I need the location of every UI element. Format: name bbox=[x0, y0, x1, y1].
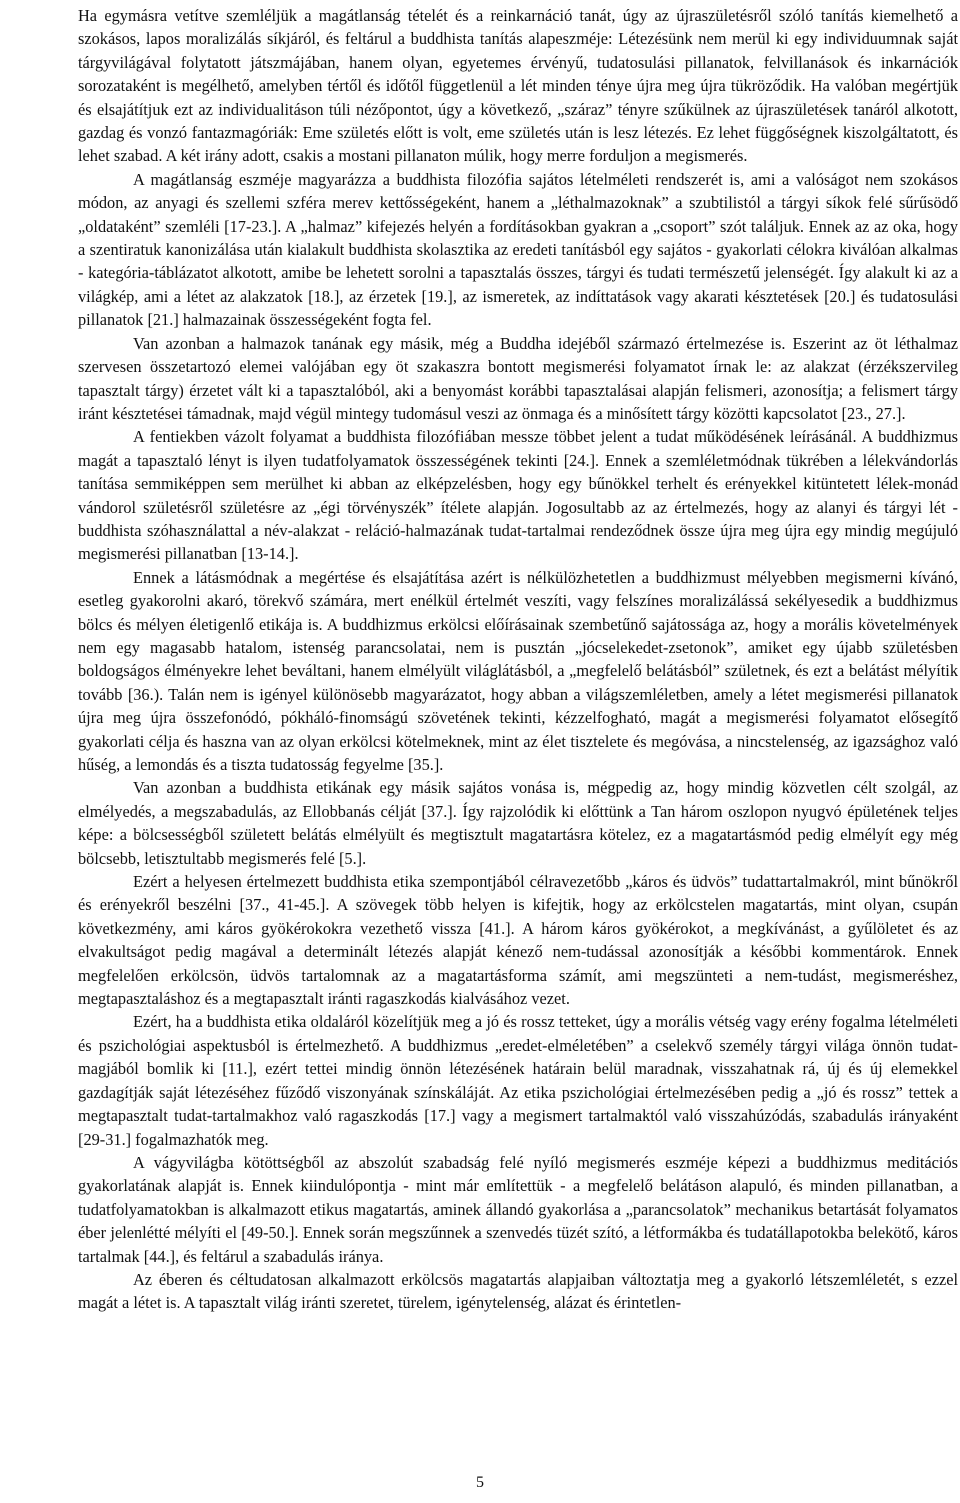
paragraph-6: Van azonban a buddhista etikának egy másik sajátos vonása is, mégpedig az, hogy mindig közvetlen célt szolgál, az elmélyedés, a megszabadulás, az Ellobbanás célját [37.]. Így rajzolódik ki előttünk a Tan három oszlopon nyugvó épületének teljes képe: a bölcsességből született belátás elmélyült és megtisztult magatartásra kötelez, ez a magatartásmód pedig elmélyít egy még bölcsebb, letisztultabb megismerés felé [5.]. bbox=[78, 778, 958, 868]
document-body bbox=[78, 4, 958, 1315]
paragraph-8: Ezért, ha a buddhista etika oldaláról közelítjük meg a jó és rossz tetteket, úgy a morális vétség vagy erény fogalma lételméleti és pszichológiai aspektusból is értelmezhető. A buddhizmus „eredet-elméletében” a cselekvő személy tárgyi világa önnön tudat-magjából bomlik ki [11.], ezért tettei mindig önnön létezésének határain belül maradnak, visszahatnak rá, új és új elemekkel gazdagítják saját létezéséhez fűződő viszonyának színskáláját. Az etika pszichológiai értelmezésében pedig a „jó és rossz” tettek a megtapasztalt tudat-tartalmakhoz való ragaszkodás [17.] vagy a megismert tartalmaktól való visszahúzódás, szabadulás irányaként [29-31.] fogalmazhatók meg. bbox=[78, 1012, 958, 1149]
paragraph-2: A magátlanság eszméje magyarázza a buddhista filozófia sajátos lételméleti rendszerét is, ami a valóságot nem szokásos módon, az anyagi és szellemi szféra merev kettősségeként, hanem a „léthalmazoknak” a szubtilistól a tárgyi síkok felé sűrűsödő „oldataként” szemléli [17-23.]. A „halmaz” kifejezés helyén a fordításokban gyakran a „csoport” szót találjuk. Ennek az az oka, hogy a szentiratuk kanonizálása után kialakult buddhista skolasztika az eredeti tanításból egy sajátos - gyakorlati célokra kiválóan alkalmas - kategória-táblázatot alkotott, amibe be lehetett sorolni a tapasztalás összes, tárgyi és tudati természetű jelenségét. Így alakult ki az a világkép, ami a létet az alakzatok [18.], az érzetek [19.], az ismeretek, az indíttatások vagy akarati késztetések [20.] és tudatosulási pillanatok [21.] halmazainak összességeként fogta fel. bbox=[78, 169, 958, 330]
page-number: 5 bbox=[476, 1474, 484, 1491]
paragraph-5: Ennek a látásmódnak a megértése és elsajátítása azért is nélkülözhetetlen a buddhizmust mélyebben megismerni kívánó, esetleg gyakorolni akaró, törekvő számára, mert enélkül értelmét veszíti, vagy felszínes moralizálássá sekélyesedik a buddhizmus bölcs és mélyen életigenlő etikája is. A buddhizmus erkölcsi előírásainak szembetűnő sajátossága az, hogy a morális követelmények nem egy magasabb hatalom, istenség parancsolatai, nem is pusztán „jócselekedet-zsetonok”, amiket egy újabb születésben boldogságos élményekre lehet beváltani, hanem elmélyült világlátásból, a „megfelelő belátásból” születnek, és ezt a belátást mélyítik tovább [36.). Talán nem is igényel különösebb magyarázatot, hogy abban a világszemléletben, amely a létet megismerési pillanatok újra meg újra összefonódó, pókháló-finomságú szövetének tekinti, kézzelfogható, magát a megismerési folyamatot elősegítő gyakorlati célja és haszna van az olyan erkölcsi kötelmeknek, mint az élet tisztelete és megóvása, a nincstelenség, az igazsághoz való hűség, a lemondás és a tiszta tudatosság fegyelme [35.]. bbox=[78, 567, 958, 774]
paragraph-9: A vágyvilágba kötöttségből az abszolút szabadság felé nyíló megismerés eszméje képezi a buddhizmus meditációs gyakorlatának alapját is. Ennek kiindulópontja - mint már említettük - a megfelelő belátáson alapuló, és minden pillanatban, a tudatfolyamatokban is alkalmazott etikus magatartás, aminek állandó gyakorlása a „parancsolatok” mechanikus betartását folyamatos éber jelenlétté mélyíti el [49-50.]. Ennek során megszűnnek a szenvedés tüzét szító, a létformákba és tudatállapotokba belekötő, káros tartalmak [44.], és feltárul a szabadulás iránya. bbox=[78, 1152, 958, 1266]
paragraph-4: A fentiekben vázolt folyamat a buddhista filozófiában messze többet jelent a tudat működésének leírásánál. A buddhizmus magát a tapasztaló lényt is ilyen tudatfolyamatok összességének tekinti [24.]. Ennek a szemléletmódnak tükrében a lélekvándorlás tanítása semmiképpen sem merülhet ki abban az elképzelésben, hogy egy bűnökkel terhelt és erényekkel kitüntetett lélek-monád vándorol születésről születésre az „égi törvényszék” ítélete alapján. Jogosultabb az az értelmezés, hogy az alanyi és tárgyi lét - buddhista szóhasználattal a név-alakzat - reláció-halmazának tudat-tartalmai rendeződnek össze újra meg újra egy mindig megújuló megismerési pillanatban [13-14.]. bbox=[78, 427, 958, 564]
paragraph-7: Ezért a helyesen értelmezett buddhista etika szempontjából célravezetőbb „káros és üdvös” tudattartalmakról, mint bűnökről és erényekről beszélni [37., 41-45.]. A szövegek több helyen is kifejtik, hogy az erkölcstelen magatartás, mint olyan, csupán következmény, ami káros gyökérokokra vezethető vissza [41.]. A három káros gyökérokot, a megkívánást, a gyűlöletet és az elvakultságot pedig magával a determinált létezés alapját kénező nem-tudással azonosítják a későbbi kommentárok. Ennek megfelelően erkölcsön, üdvös tartalomnak az a magatartásforma számít, ami megszünteti a nem-tudást, megismeréshez, megtapasztaláshoz és a megtapasztalt iránti ragaszkodás kialvásához vezet. bbox=[78, 872, 958, 1009]
paragraph-3: Van azonban a halmazok tanának egy másik, még a Buddha idejéből származó értelmezése is. Eszerint az öt léthalmaz szervesen összetartozó elemei valójában egy öt szakaszra bontott megismerési folyamatot írnak le: az alakzat (érzékszervileg tapasztalt tárgy) érzetet vált ki a tapasztalóból, aki a benyomást korábbi tapasztalásai alapján felismeri, azonosítja; a felismert tárgy iránt késztetései támadnak, majd végül mintegy tudomásul veszi az önmaga és a minősített tárgy közötti kapcsolatot [23., 27.]. bbox=[78, 333, 958, 423]
paragraph-10: Az éberen és céltudatosan alkalmazott erkölcsös magatartás alapjaiban változtatja meg a gyakorló létszemléletét, s ezzel magát a létet is. A tapasztalt világ iránti szeretet, türelem, igénytelenség, alázat és érintetlen- bbox=[78, 1269, 958, 1313]
paragraph-1: Ha egymásra vetítve szemléljük a magátlanság tételét és a reinkarnáció tanát, úgy az újraszületésről szóló tanítás kiemelhető a szokásos, lapos moralizálás síkjáról, és feltárul a buddhista tanítás alapeszméje: Létezésünk nem merül ki egy individuumnak saját tárgyvilágával folytatott játszmájában, hanem olyan, egyetemes érvényű, tudatosulási pillanatok, felvillanások és inkarnációk sorozataként is megélhető, amelyben tértől és időtől függetlenül a lét minden ténye újra meg újra tükröződik. Ha valóban megértjük és elsajátítjuk ezt az individualitáson túli nézőpontot, úgy a következő, „száraz” tényre szűkülnek az újraszületések tanáról alkotott, gazdag és vonzó fantazmagóriák: Eme születés előtt is volt, eme születés után is lesz létezés. Ez lehet függőségnek kiszolgáltatott, és lehet szabad. A két irány adott, csakis a mostani pillanaton múlik, hogy merre forduljon a megismerés. bbox=[78, 6, 958, 166]
